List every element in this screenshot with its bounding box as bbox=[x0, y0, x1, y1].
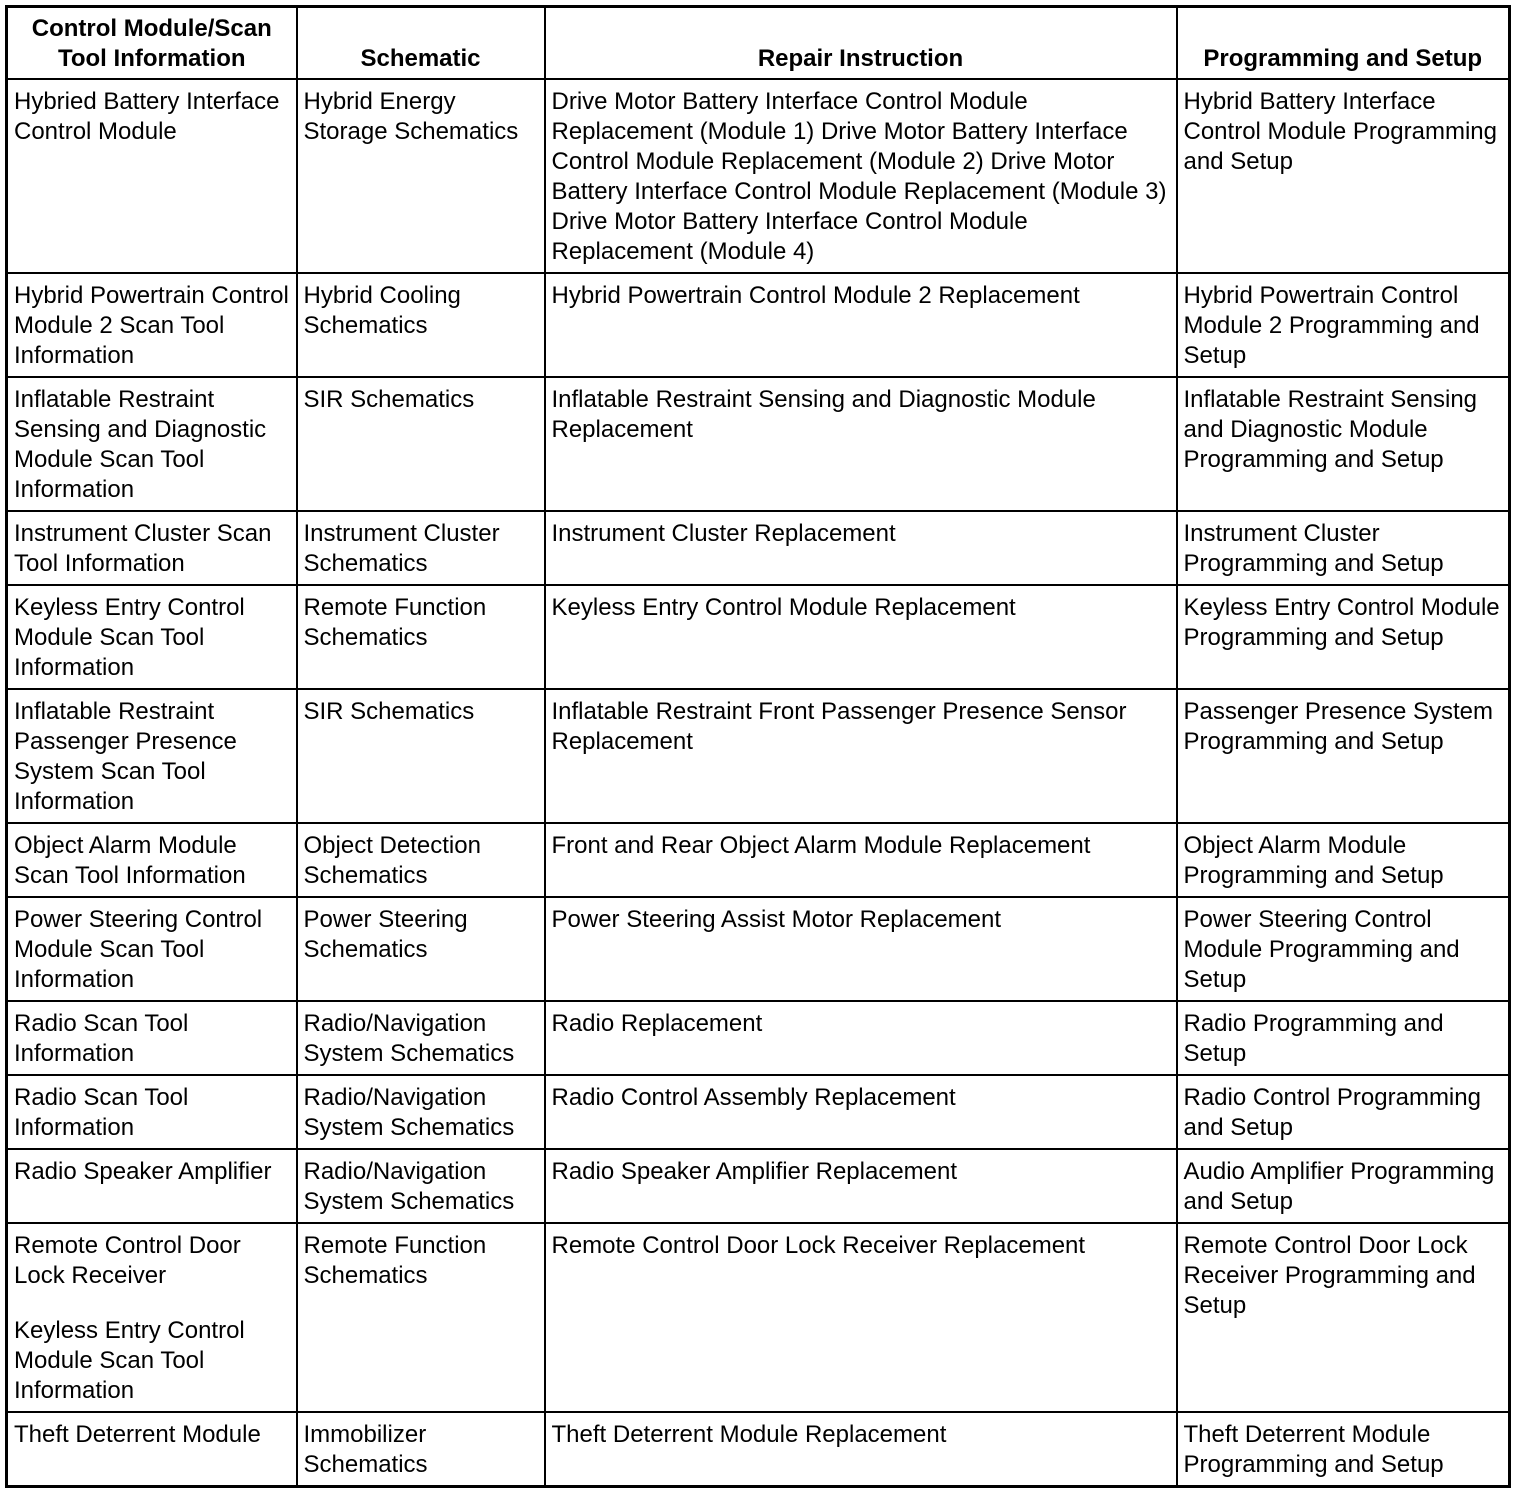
cell-control-module bbox=[7, 1149, 297, 1223]
table-header-row bbox=[7, 7, 1510, 80]
control-module-text: Radio Scan Tool Information bbox=[14, 1084, 189, 1141]
table-row bbox=[7, 511, 1510, 585]
cell-schematic: Instrument Cluster Schematics bbox=[297, 511, 545, 585]
table-row bbox=[7, 273, 1510, 377]
control-module-text: Inflatable Restraint Passenger Presence System Scan Tool Information bbox=[14, 698, 237, 815]
control-module-text: Object Alarm Module Scan Tool Information bbox=[14, 832, 246, 889]
cell-control-module bbox=[7, 377, 297, 511]
cell-repair-instruction: Inflatable Restraint Front Passenger Presence Sensor Replacement bbox=[545, 689, 1177, 823]
control-module-text: Remote Control Door Lock Receiver bbox=[14, 1232, 241, 1289]
cell-repair-instruction: Power Steering Assist Motor Replacement bbox=[545, 897, 1177, 1001]
control-module-text: Theft Deterrent Module bbox=[14, 1421, 261, 1448]
table-row bbox=[7, 1223, 1510, 1412]
header-programming-setup: Programming and Setup bbox=[1177, 7, 1510, 80]
control-module-text: Inflatable Restraint Sensing and Diagnostic Module Scan Tool Information bbox=[14, 386, 267, 503]
cell-control-module bbox=[7, 897, 297, 1001]
cell-schematic: Radio/Navigation System Schematics bbox=[297, 1075, 545, 1149]
table-row bbox=[7, 79, 1510, 273]
cell-programming-setup: Theft Deterrent Module Programming and Setup bbox=[1177, 1412, 1510, 1487]
cell-programming-setup: Object Alarm Module Programming and Setup bbox=[1177, 823, 1510, 897]
cell-programming-setup: Power Steering Control Module Programming and Setup bbox=[1177, 897, 1510, 1001]
table-row bbox=[7, 1149, 1510, 1223]
cell-control-module bbox=[7, 273, 297, 377]
cell-programming-setup: Radio Programming and Setup bbox=[1177, 1001, 1510, 1075]
cell-control-module bbox=[7, 1075, 297, 1149]
cell-control-module bbox=[7, 79, 297, 273]
table-body bbox=[7, 79, 1510, 1487]
control-module-text: Keyless Entry Control Module Scan Tool Information bbox=[14, 1317, 245, 1404]
table-row bbox=[7, 1412, 1510, 1487]
cell-schematic: Object Detection Schematics bbox=[297, 823, 545, 897]
cell-schematic: Radio/Navigation System Schematics bbox=[297, 1001, 545, 1075]
cell-repair-instruction: Instrument Cluster Replacement bbox=[545, 511, 1177, 585]
header-schematic: Schematic bbox=[297, 7, 545, 80]
table-row bbox=[7, 689, 1510, 823]
cell-control-module bbox=[7, 585, 297, 689]
cell-control-module bbox=[7, 1001, 297, 1075]
cell-programming-setup: Audio Amplifier Programming and Setup bbox=[1177, 1149, 1510, 1223]
cell-programming-setup: Passenger Presence System Programming and Setup bbox=[1177, 689, 1510, 823]
cell-schematic: SIR Schematics bbox=[297, 689, 545, 823]
cell-repair-instruction: Radio Speaker Amplifier Replacement bbox=[545, 1149, 1177, 1223]
cell-repair-instruction: Front and Rear Object Alarm Module Replacement bbox=[545, 823, 1177, 897]
cell-schematic: Remote Function Schematics bbox=[297, 1223, 545, 1412]
cell-repair-instruction: Theft Deterrent Module Replacement bbox=[545, 1412, 1177, 1487]
cell-programming-setup: Hybrid Powertrain Control Module 2 Programming and Setup bbox=[1177, 273, 1510, 377]
table-row bbox=[7, 823, 1510, 897]
cell-schematic: Hybrid Cooling Schematics bbox=[297, 273, 545, 377]
cell-schematic: SIR Schematics bbox=[297, 377, 545, 511]
cell-schematic: Power Steering Schematics bbox=[297, 897, 545, 1001]
header-repair-instruction: Repair Instruction bbox=[545, 7, 1177, 80]
cell-programming-setup: Radio Control Programming and Setup bbox=[1177, 1075, 1510, 1149]
cell-repair-instruction: Remote Control Door Lock Receiver Replacement bbox=[545, 1223, 1177, 1412]
table-row bbox=[7, 897, 1510, 1001]
cell-control-module bbox=[7, 1223, 297, 1412]
cell-repair-instruction: Hybrid Powertrain Control Module 2 Replacement bbox=[545, 273, 1177, 377]
table-row bbox=[7, 1075, 1510, 1149]
control-module-text: Instrument Cluster Scan Tool Information bbox=[14, 520, 272, 577]
cell-programming-setup: Instrument Cluster Programming and Setup bbox=[1177, 511, 1510, 585]
cell-schematic: Remote Function Schematics bbox=[297, 585, 545, 689]
cell-schematic: Immobilizer Schematics bbox=[297, 1412, 545, 1487]
header-control-module: Control Module/Scan Tool Information bbox=[7, 7, 297, 80]
control-module-text: Hybrid Powertrain Control Module 2 Scan Tool Information bbox=[14, 282, 289, 369]
control-module-text: Radio Scan Tool Information bbox=[14, 1010, 189, 1067]
control-module-text: Hybried Battery Interface Control Module bbox=[14, 88, 280, 145]
cell-repair-instruction: Radio Replacement bbox=[545, 1001, 1177, 1075]
control-module-text: Radio Speaker Amplifier bbox=[14, 1158, 272, 1185]
cell-programming-setup: Remote Control Door Lock Receiver Programming and Setup bbox=[1177, 1223, 1510, 1412]
table-row bbox=[7, 377, 1510, 511]
cell-control-module bbox=[7, 1412, 297, 1487]
control-module-text: Keyless Entry Control Module Scan Tool Information bbox=[14, 594, 245, 681]
cell-repair-instruction: Keyless Entry Control Module Replacement bbox=[545, 585, 1177, 689]
table-row bbox=[7, 1001, 1510, 1075]
cell-control-module bbox=[7, 511, 297, 585]
cell-repair-instruction: Drive Motor Battery Interface Control Module Replacement (Module 1) Drive Motor Battery Interface Control Module Replacement (Module 2) Drive Motor Battery Interface Control Module Replacement (Module 3) Drive Motor Battery Interface Control Module Replacement (Module 4) bbox=[545, 79, 1177, 273]
cell-control-module bbox=[7, 823, 297, 897]
cell-programming-setup: Keyless Entry Control Module Programming and Setup bbox=[1177, 585, 1510, 689]
cell-programming-setup: Inflatable Restraint Sensing and Diagnostic Module Programming and Setup bbox=[1177, 377, 1510, 511]
control-module-text: Power Steering Control Module Scan Tool Information bbox=[14, 906, 263, 993]
cell-schematic: Radio/Navigation System Schematics bbox=[297, 1149, 545, 1223]
cell-control-module bbox=[7, 689, 297, 823]
table-row bbox=[7, 585, 1510, 689]
cell-programming-setup: Hybrid Battery Interface Control Module Programming and Setup bbox=[1177, 79, 1510, 273]
cell-schematic: Hybrid Energy Storage Schematics bbox=[297, 79, 545, 273]
cell-repair-instruction: Inflatable Restraint Sensing and Diagnostic Module Replacement bbox=[545, 377, 1177, 511]
cell-repair-instruction: Radio Control Assembly Replacement bbox=[545, 1075, 1177, 1149]
module-information-table bbox=[5, 5, 1511, 1488]
